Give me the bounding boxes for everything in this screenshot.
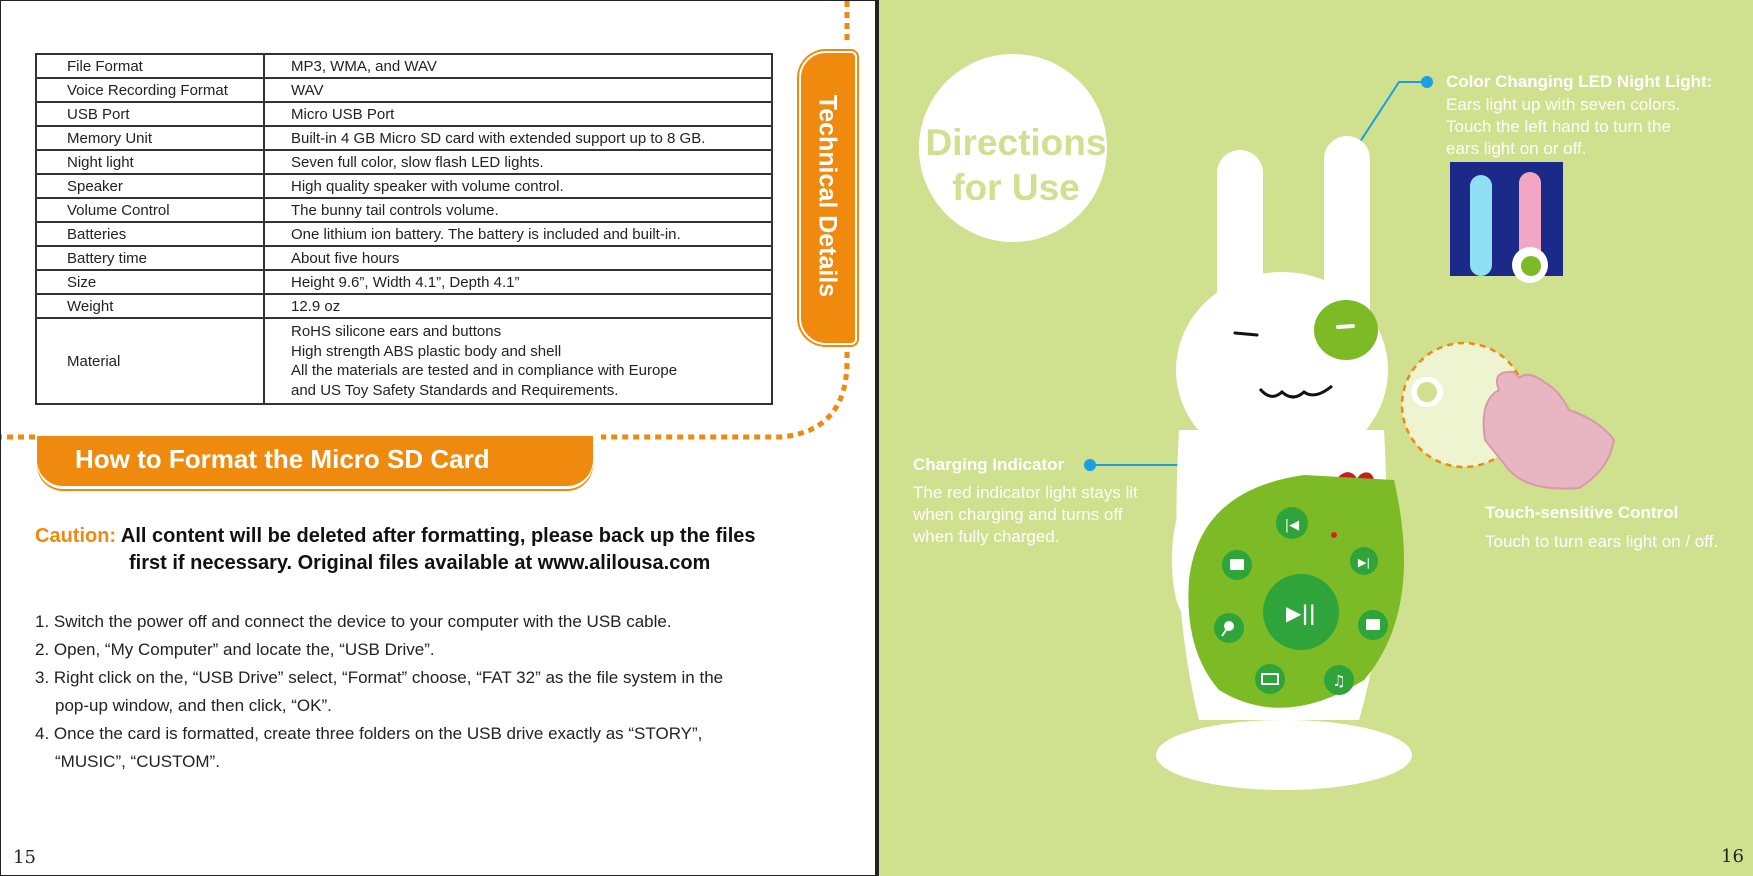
charging-text-line: when fully charged. xyxy=(913,527,1060,546)
spec-label: File Format xyxy=(36,54,264,78)
svg-text:♫: ♫ xyxy=(1332,672,1346,690)
step-text: 1. Switch the power off and connect the device to your computer with the USB cable. xyxy=(35,612,672,631)
step-text-continued: “MUSIC”, “CUSTOM”. xyxy=(55,752,220,771)
spec-value: MP3, WMA, and WAV xyxy=(264,54,772,78)
led-text-line: Touch the left hand to turn the xyxy=(1446,117,1671,136)
spec-value: High quality speaker with volume control. xyxy=(264,174,772,198)
spec-value: About five hours xyxy=(264,246,772,270)
touch-hand-icon xyxy=(1484,372,1614,489)
table-row xyxy=(36,78,772,102)
svg-text:▶|: ▶| xyxy=(1357,556,1371,569)
spec-label: Memory Unit xyxy=(36,126,264,150)
heading-line-1: Directions xyxy=(925,122,1107,163)
charging-text-line: The red indicator light stays lit xyxy=(913,483,1138,502)
technical-details-table xyxy=(35,53,773,405)
caution-line-1: All content will be deleted after formatting, please back up the files xyxy=(120,525,756,547)
charging-description xyxy=(913,482,1138,548)
step-text: 3. Right click on the, “USB Drive” select, “Format” choose, “FAT 32” as the file system in the xyxy=(35,668,724,687)
spec-value: Built-in 4 GB Micro SD card with extended support up to 8 GB. xyxy=(264,126,772,150)
spec-label: Speaker xyxy=(36,174,264,198)
spec-value: Seven full color, slow flash LED lights. xyxy=(264,150,772,174)
spec-value: One lithium ion battery. The battery is included and built-in. xyxy=(264,222,772,246)
heading-line-2: for Use xyxy=(952,167,1080,208)
list-item xyxy=(35,608,815,636)
led-text-line: ears light on or off. xyxy=(1446,139,1587,158)
led-leader-line xyxy=(1356,82,1426,148)
page-number-right: 16 xyxy=(1721,846,1744,867)
table-row xyxy=(36,222,772,246)
left-page xyxy=(0,0,876,876)
charging-indicator-light xyxy=(1331,532,1337,538)
spec-label: Night light xyxy=(36,150,264,174)
table-row xyxy=(36,150,772,174)
spec-label: Weight xyxy=(36,294,264,318)
svg-text:|◀: |◀ xyxy=(1284,518,1300,533)
spec-label: Voice Recording Format xyxy=(36,78,264,102)
spec-value: Micro USB Port xyxy=(264,102,772,126)
caution-line-2: first if necessary. Original files available at www.alilousa.com xyxy=(129,552,711,574)
spec-value: The bunny tail controls volume. xyxy=(264,198,772,222)
spec-label: Battery time xyxy=(36,246,264,270)
charging-leader-dot xyxy=(1084,459,1096,471)
list-item xyxy=(35,664,815,720)
spec-label: Batteries xyxy=(36,222,264,246)
right-page xyxy=(876,0,1753,876)
bunny-eye-patch xyxy=(1314,300,1378,360)
led-description xyxy=(1446,94,1680,160)
touch-title: Touch-sensitive Control xyxy=(1485,503,1679,522)
table-row xyxy=(36,126,772,150)
spec-label: Volume Control xyxy=(36,198,264,222)
svg-text:▶||: ▶|| xyxy=(1286,601,1316,625)
table-row xyxy=(36,174,772,198)
page-number-left: 15 xyxy=(13,847,36,868)
technical-details-title: Technical Details xyxy=(813,94,842,298)
material-line: and US Toy Safety Standards and Requirements. xyxy=(291,381,619,399)
spec-value: 12.9 oz xyxy=(264,294,772,318)
table-row xyxy=(36,102,772,126)
led-title: Color Changing LED Night Light: xyxy=(1446,72,1713,91)
list-item xyxy=(35,720,815,776)
table-row xyxy=(36,246,772,270)
touch-text-line: Touch to turn ears light on / off. xyxy=(1485,532,1719,551)
table-row xyxy=(36,294,772,318)
material-line: All the materials are tested and in compliance with Europe xyxy=(291,362,678,379)
caution-note xyxy=(35,523,865,577)
table-row xyxy=(36,318,772,404)
section-title: How to Format the Micro SD Card xyxy=(75,444,490,474)
spec-label: USB Port xyxy=(36,102,264,126)
spec-value-material xyxy=(264,318,772,404)
format-steps-list xyxy=(35,608,815,776)
bunny-wink-eye xyxy=(1235,333,1257,335)
table-row xyxy=(36,54,772,78)
touch-description xyxy=(1485,531,1718,553)
step-text: 4. Once the card is formatted, create three folders on the USB drive exactly as “STORY”, xyxy=(35,724,703,743)
led-leader-dot xyxy=(1421,76,1433,88)
step-text-continued: pop-up window, and then click, “OK”. xyxy=(55,696,332,715)
charging-text-line: when charging and turns off xyxy=(913,505,1123,524)
led-text-line: Ears light up with seven colors. xyxy=(1446,95,1681,114)
material-line: High strength ABS plastic body and shell xyxy=(291,342,562,360)
caution-label: Caution: xyxy=(35,525,117,547)
story-button xyxy=(1255,664,1285,694)
spec-label: Size xyxy=(36,270,264,294)
spec-label: Material xyxy=(36,318,264,404)
step-text: 2. Open, “My Computer” and locate the, “USB Drive”. xyxy=(35,640,435,659)
table-row xyxy=(36,198,772,222)
spec-value: Height 9.6”, Width 4.1”, Depth 4.1” xyxy=(264,270,772,294)
table-row xyxy=(36,270,772,294)
charging-title: Charging Indicator xyxy=(913,455,1065,474)
bunny-feet xyxy=(1156,720,1412,790)
material-line: RoHS silicone ears and buttons xyxy=(291,323,502,340)
spec-value: WAV xyxy=(264,78,772,102)
list-item xyxy=(35,636,815,664)
